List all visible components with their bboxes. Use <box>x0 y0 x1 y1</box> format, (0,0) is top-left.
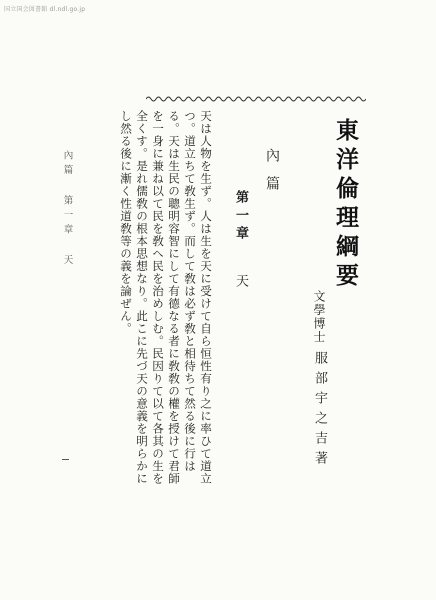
author-degree: 文學博士 <box>312 290 326 344</box>
body-paragraph: 天は人物を生ず。人は生を天に受けて自ら恒性有り之に率ひて道立つ。道立ちて敎生ず。而して敎は必ず敎と相待ちて然る後に行はる。天は生民の聰明容智にして有德なる者に敎敎の權を授けて君師を一身に兼ね以て民を敎へ民を治めしむ。民因りて以て各其の生を全くす。是れ儒敎の根本思想なり。此こに先づ天の意義を明らかにし然る後に漸く性道敎等の義を論ぜん。 <box>119 110 213 485</box>
part-heading: 內篇 <box>264 148 280 204</box>
chapter-heading <box>234 190 247 292</box>
author-name: 服部宇之吉著 <box>312 351 327 471</box>
library-watermark: 国立国会図書館 dl.ndl.go.jp <box>4 6 86 13</box>
chapter-number: 第一章 <box>233 190 248 244</box>
wavy-rule-divider <box>146 95 366 103</box>
margin-dash <box>62 459 69 460</box>
book-title: 東洋倫理綱要 <box>332 118 359 292</box>
chapter-title: 天 <box>233 274 248 292</box>
running-header-note: 內篇 第一章 天 <box>61 150 73 269</box>
